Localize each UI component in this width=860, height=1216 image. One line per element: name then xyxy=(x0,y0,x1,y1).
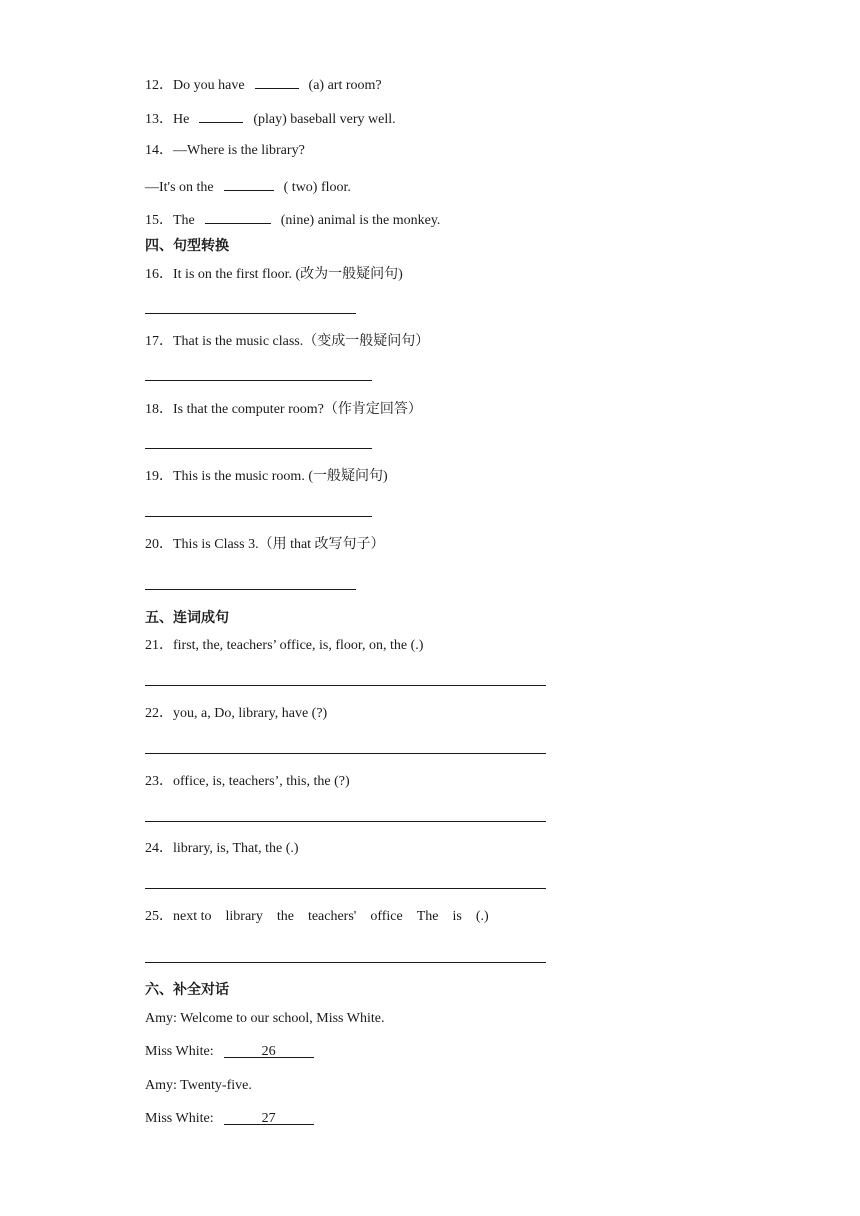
question-hint: (a) art room? xyxy=(308,78,382,93)
answer-line[interactable] xyxy=(145,448,372,449)
question-14: 14．—Where is the library? xyxy=(145,143,305,158)
answer-line[interactable] xyxy=(145,589,356,590)
section-heading: 六、补全对话 xyxy=(145,982,229,998)
answer-blank-27[interactable]: 27 xyxy=(224,1110,314,1125)
word-chip: library xyxy=(225,909,263,924)
question-16: 16．It is on the first floor. (改为一般疑问句) xyxy=(145,267,403,282)
question-13: 13．He (play) baseball very well. xyxy=(145,108,396,129)
question-19: 19．This is the music room. (一般疑问句) xyxy=(145,469,388,484)
question-20: 20．This is Class 3.（用 that 改写句子） xyxy=(145,537,385,552)
question-hint: (play) baseball very well. xyxy=(253,112,396,127)
question-15: 15．The (nine) animal is the monkey. xyxy=(145,209,440,230)
speaker: Amy: xyxy=(145,1011,177,1026)
speaker: Amy: xyxy=(145,1078,177,1093)
question-hint: ( two) floor. xyxy=(283,180,351,195)
question-number: 23 xyxy=(145,774,159,789)
question-text: first, the, teachers’ office, is, floor, on, the (.) xyxy=(173,638,424,653)
question-21: 21．first, the, teachers’ office, is, floor, on, the (.) xyxy=(145,638,424,653)
question-number: 19 xyxy=(145,469,159,484)
dialogue-line xyxy=(145,1110,317,1128)
answer-blank[interactable] xyxy=(205,209,271,224)
dialogue-line xyxy=(145,1010,384,1028)
question-number: 25 xyxy=(145,909,159,924)
question-text: office, is, teachers’, this, the (?) xyxy=(173,774,350,789)
question-text: The xyxy=(173,213,195,228)
answer-line[interactable] xyxy=(145,888,546,889)
question-text: He xyxy=(173,112,190,127)
speaker: Miss White: xyxy=(145,1044,214,1059)
question-text: Is that the computer room?（作肯定回答） xyxy=(173,402,422,417)
question-number: 24 xyxy=(145,841,159,856)
word-chip: is xyxy=(452,909,462,924)
answer-blank[interactable] xyxy=(255,74,299,89)
question-18: 18．Is that the computer room?（作肯定回答） xyxy=(145,402,422,417)
answer-line[interactable] xyxy=(145,821,546,822)
question-number: 15 xyxy=(145,213,159,228)
word-chip: the xyxy=(276,909,294,924)
answer-blank[interactable] xyxy=(199,108,243,123)
question-number: 21 xyxy=(145,638,159,653)
question-number: 14 xyxy=(145,143,159,158)
question-text: you, a, Do, library, have (?) xyxy=(173,706,328,721)
answer-line[interactable] xyxy=(145,685,546,686)
question-number: 18 xyxy=(145,402,159,417)
question-number: 16 xyxy=(145,267,159,282)
dialogue-text: Welcome to our school, Miss White. xyxy=(180,1011,385,1026)
word-chip: next to xyxy=(173,909,212,924)
speaker: Miss White: xyxy=(145,1111,214,1126)
answer-line[interactable] xyxy=(145,380,372,381)
word-chip: The xyxy=(416,909,439,924)
answer-line[interactable] xyxy=(145,516,372,517)
section-heading: 五、连词成句 xyxy=(145,610,229,626)
section-heading: 四、句型转换 xyxy=(145,238,229,254)
answer-line[interactable] xyxy=(145,962,546,963)
question-24: 24．library, is, That, the (.) xyxy=(145,841,299,856)
question-text: Do you have xyxy=(173,78,245,93)
answer-blank[interactable] xyxy=(224,176,274,191)
dialogue-line xyxy=(145,1077,252,1095)
question-number: 22 xyxy=(145,706,159,721)
word-chip: teachers' xyxy=(307,909,357,924)
question-text: —Where is the library? xyxy=(173,143,305,158)
answer-blank-26[interactable]: 26 xyxy=(224,1043,314,1058)
question-25: 25．next to library the teachers' office The is (.) xyxy=(145,909,489,924)
dialogue-line xyxy=(145,1043,317,1061)
answer-line[interactable] xyxy=(145,753,546,754)
question-12: 12．Do you have (a) art room? xyxy=(145,74,382,95)
answer-line[interactable] xyxy=(145,313,356,314)
question-text: library, is, That, the (.) xyxy=(173,841,299,856)
question-number: 17 xyxy=(145,334,159,349)
question-22: 22．you, a, Do, library, have (?) xyxy=(145,706,328,721)
question-text: —It's on the xyxy=(145,180,214,195)
question-17: 17．That is the music class.（变成一般疑问句） xyxy=(145,334,430,349)
question-text: That is the music class.（变成一般疑问句） xyxy=(173,334,430,349)
question-text: This is the music room. (一般疑问句) xyxy=(173,469,388,484)
question-text: This is Class 3.（用 that 改写句子） xyxy=(173,537,385,552)
question-number: 13 xyxy=(145,112,159,127)
question-text: It is on the first floor. (改为一般疑问句) xyxy=(173,267,403,282)
question-number: 20 xyxy=(145,537,159,552)
word-chip: (.) xyxy=(475,909,489,924)
question-14-answer-line xyxy=(145,176,351,197)
dialogue-text: Twenty-five. xyxy=(180,1078,252,1093)
question-23: 23．office, is, teachers’, this, the (?) xyxy=(145,774,350,789)
question-number: 12 xyxy=(145,78,159,93)
word-chip: office xyxy=(370,909,403,924)
question-hint: (nine) animal is the monkey. xyxy=(280,213,441,228)
